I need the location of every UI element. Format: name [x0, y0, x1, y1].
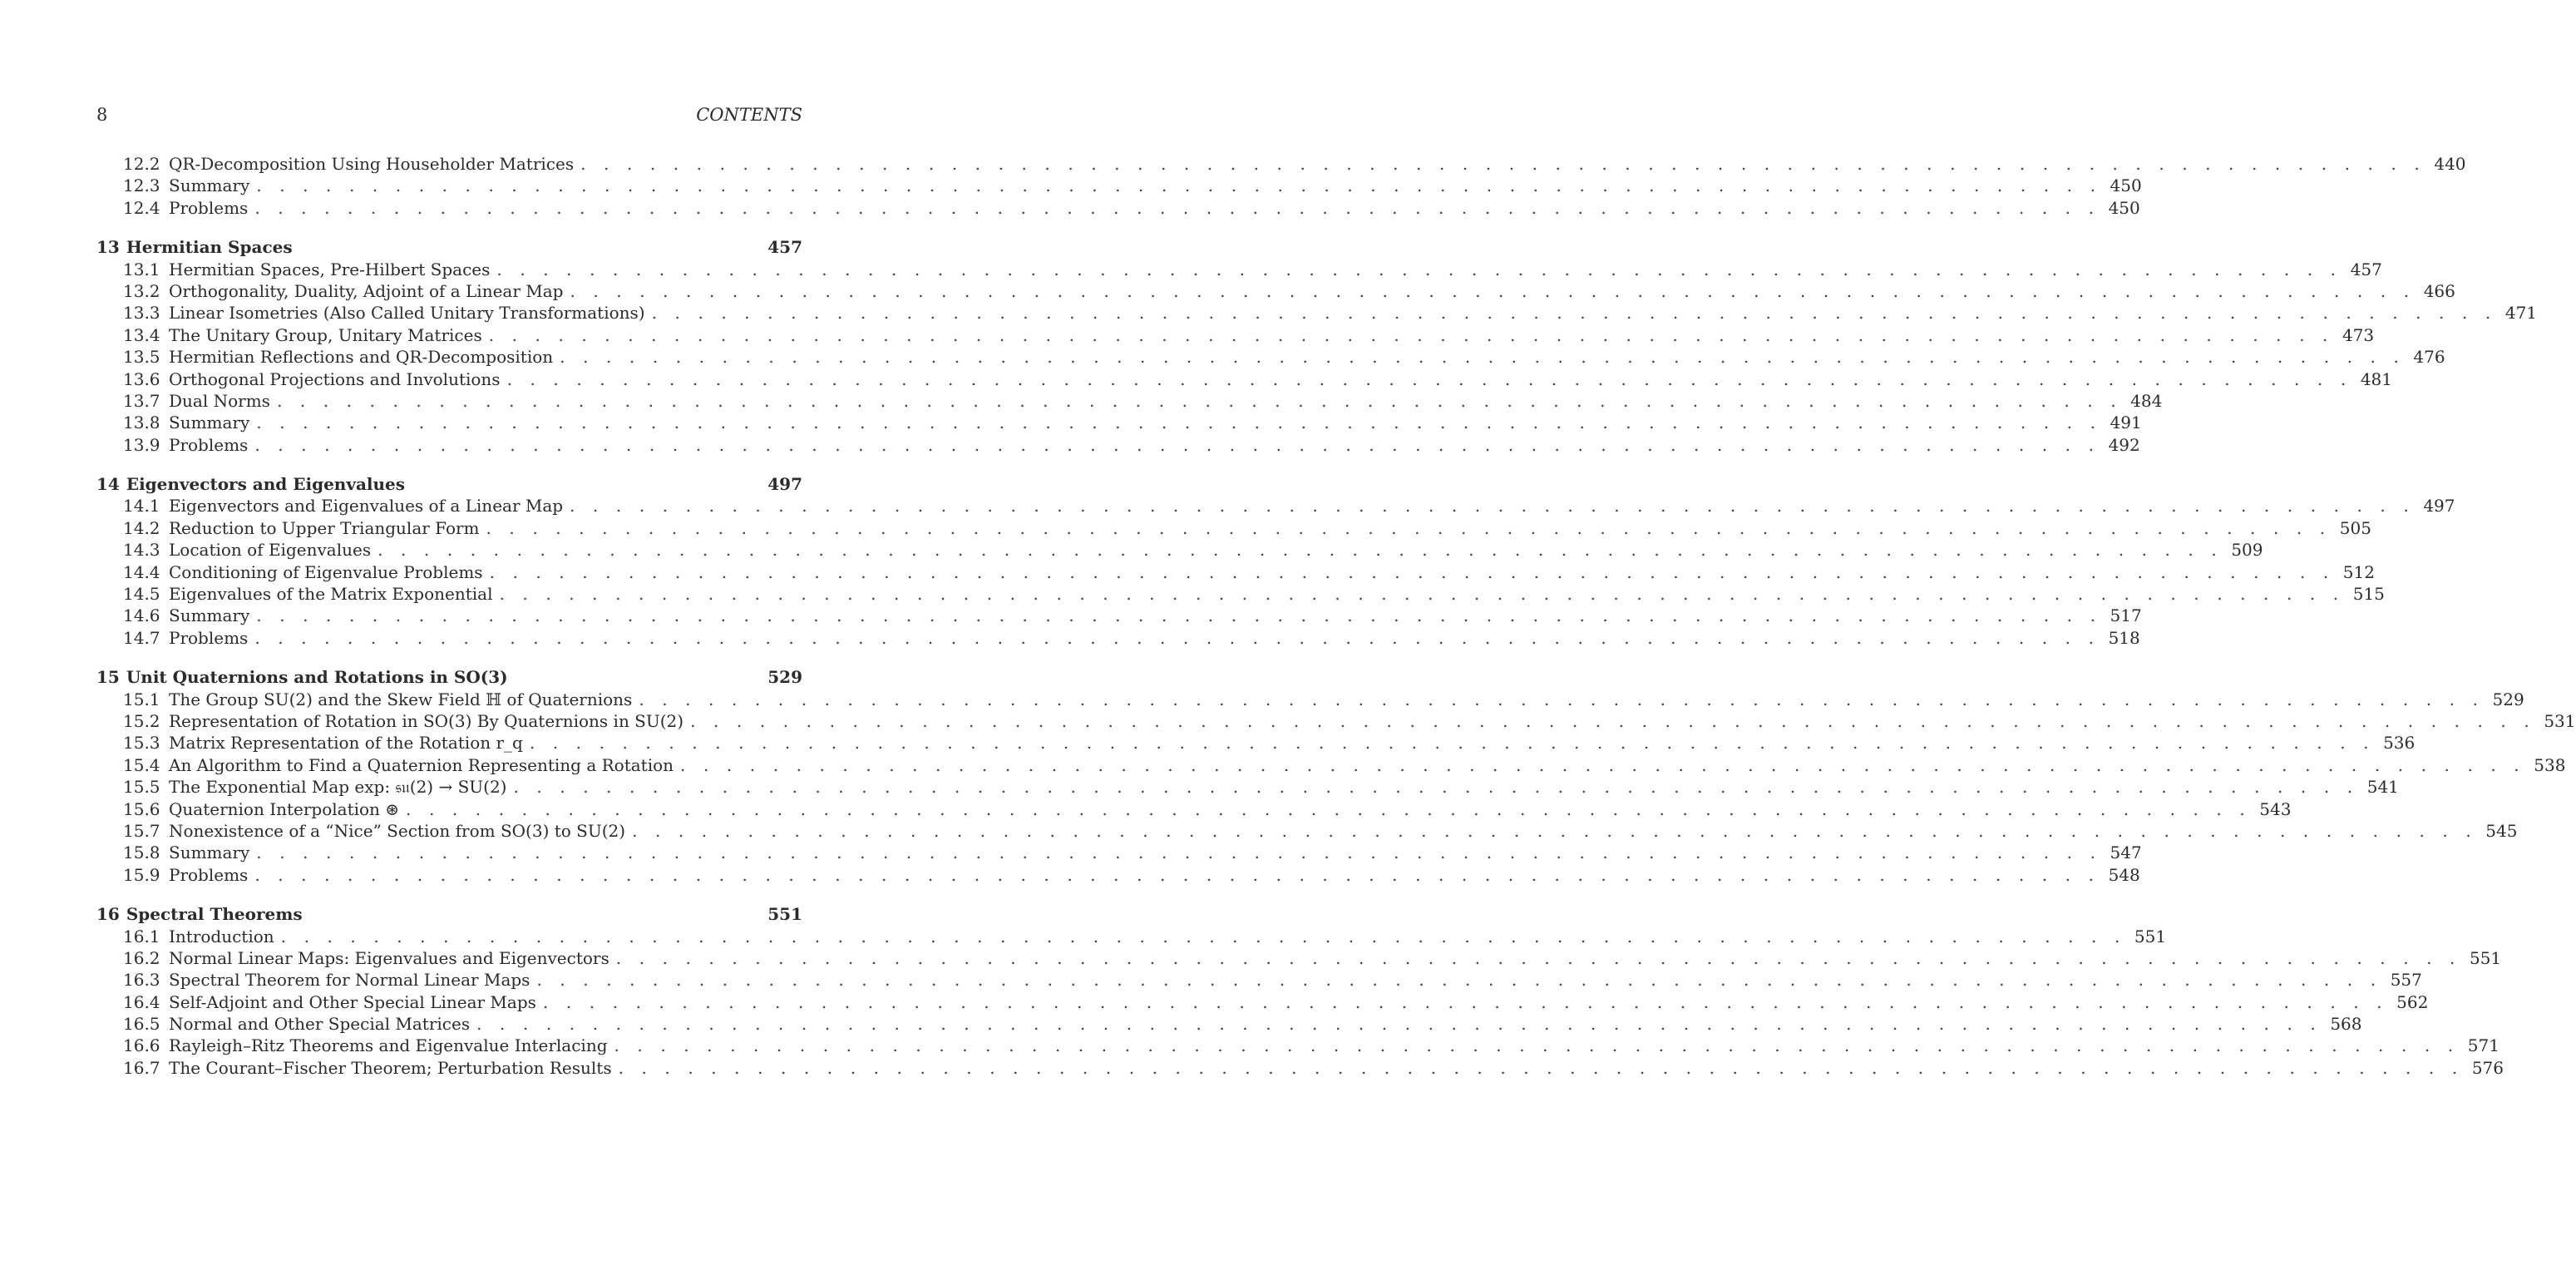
section-page: 512 [2342, 561, 2375, 582]
section-entry[interactable] [96, 605, 2142, 626]
chapter-number: 16 [96, 904, 120, 925]
section-entry[interactable] [96, 754, 2566, 776]
section-number: 15.1 [123, 689, 160, 709]
dot-leader: . . . . . . . . . . . . . . . . . . . . . . . . . . . . . . . . . . . . . . . . . . . . . . . . . . . . . . . . . . . . . . . . . . . . . . . . . . . . . . . . [476, 1014, 2322, 1035]
section-entry[interactable] [96, 798, 2292, 820]
chapter-entry[interactable] [96, 666, 802, 688]
section-number: 14.6 [123, 605, 160, 626]
section-entry[interactable] [96, 390, 2163, 412]
chapter-page: 551 [767, 904, 802, 925]
dot-leader: . . . . . . . . . . . . . . . . . . . . . . . . . . . . . . . . . . . . . . . . . . . . . . . . . . . . . . . . . . . . . . . . . . . . . . . . . . . . . . . . [256, 605, 2102, 626]
section-entry[interactable] [96, 627, 2140, 649]
toc-group [96, 903, 2504, 1079]
section-number: 14.1 [123, 496, 160, 516]
section-number: 13.8 [123, 413, 160, 433]
chapter-page: 457 [767, 237, 802, 258]
dot-leader: . . . . . . . . . . . . . . . . . . . . . . . . . . . . . . . . . . . . . . . . . . . . . . . . . . . . . . . . . . . . . . . . . . . . . . . . . . . . . . . . [254, 197, 2100, 218]
section-page: 543 [2259, 798, 2292, 819]
section-title: Problems [169, 197, 249, 218]
section-title: Problems [169, 434, 249, 455]
section-page: 557 [2390, 970, 2422, 991]
section-page: 571 [2467, 1035, 2500, 1056]
section-entry[interactable] [96, 412, 2142, 433]
section-number: 15.7 [123, 820, 160, 841]
section-page: 473 [2342, 324, 2375, 345]
section-entry[interactable] [96, 776, 2399, 798]
section-entry[interactable] [96, 280, 2455, 302]
section-title: Orthogonality, Duality, Adjoint of a Linear Map [169, 280, 564, 301]
page-number: 8 [96, 105, 108, 125]
section-title: Spectral Theorem for Normal Linear Maps [169, 970, 530, 991]
dot-leader: . . . . . . . . . . . . . . . . . . . . . . . . . . . . . . . . . . . . . . . . . . . . . . . . . . . . . . . . . . . . . . . . . . . . . . . . . . . . . . . . [580, 154, 2426, 174]
chapter-entry[interactable] [96, 236, 802, 258]
section-page: 491 [2110, 413, 2142, 433]
dot-leader: . . . . . . . . . . . . . . . . . . . . . . . . . . . . . . . . . . . . . . . . . . . . . . . . . . . . . . . . . . . . . . . . . . . . . . . . . . . . . . . . [256, 843, 2102, 863]
section-number: 12.4 [123, 197, 160, 218]
dot-leader: . . . . . . . . . . . . . . . . . . . . . . . . . . . . . . . . . . . . . . . . . . . . . . . . . . . . . . . . . . . . . . . . . . . . . . . . . . . . . . . . [378, 540, 2223, 561]
section-entry[interactable] [96, 153, 2466, 175]
section-number: 16.4 [123, 991, 160, 1012]
section-number: 14.7 [123, 627, 160, 648]
section-page: 548 [2108, 864, 2140, 885]
section-entry[interactable] [96, 324, 2375, 346]
section-entry[interactable] [96, 842, 2142, 863]
dot-leader: . . . . . . . . . . . . . . . . . . . . . . . . . . . . . . . . . . . . . . . . . . . . . . . . . . . . . . . . . . . . . . . . . . . . . . . . . . . . . . . . [614, 1035, 2460, 1056]
section-number: 16.7 [123, 1057, 160, 1078]
chapter-entry[interactable] [96, 473, 802, 495]
section-page: 545 [2485, 820, 2518, 841]
section-title: The Courant–Fischer Theorem; Perturbation Results [169, 1057, 612, 1078]
section-number: 15.5 [123, 777, 160, 798]
section-title: Matrix Representation of the Rotation r_q [169, 733, 523, 754]
section-number: 15.9 [123, 864, 160, 885]
section-page: 531 [2544, 710, 2576, 731]
section-title: Summary [169, 605, 250, 626]
section-title: Eigenvectors and Eigenvalues of a Linear Map [169, 496, 564, 516]
section-title: Problems [169, 627, 249, 648]
section-page: 541 [2366, 777, 2399, 798]
section-page: 568 [2330, 1014, 2362, 1035]
section-page: 517 [2110, 605, 2142, 626]
section-entry[interactable] [96, 689, 2524, 710]
section-title: Eigenvalues of the Matrix Exponential [169, 584, 493, 605]
section-title: Summary [169, 843, 250, 863]
section-page: 518 [2108, 627, 2140, 648]
chapter-title: Hermitian Spaces [126, 237, 293, 258]
dot-leader: . . . . . . . . . . . . . . . . . . . . . . . . . . . . . . . . . . . . . . . . . . . . . . . . . . . . . . . . . . . . . . . . . . . . . . . . . . . . . . . . [254, 627, 2100, 648]
dot-leader: . . . . . . . . . . . . . . . . . . . . . . . . . . . . . . . . . . . . . . . . . . . . . . . . . . . . . . . . . . . . . . . . . . . . . . . . . . . . . . . . [513, 777, 2359, 798]
section-page: 457 [2350, 259, 2382, 279]
section-entry[interactable] [96, 495, 2455, 516]
chapter-page: 497 [767, 474, 802, 495]
section-entry[interactable] [96, 947, 2502, 969]
dot-leader: . . . . . . . . . . . . . . . . . . . . . . . . . . . . . . . . . . . . . . . . . . . . . . . . . . . . . . . . . . . . . . . . . . . . . . . . . . . . . . . . [506, 368, 2352, 389]
dot-leader: . . . . . . . . . . . . . . . . . . . . . . . . . . . . . . . . . . . . . . . . . . . . . . . . . . . . . . . . . . . . . . . . . . . . . . . . . . . . . . . . [276, 390, 2123, 411]
section-title: Dual Norms [169, 390, 270, 411]
section-title: Summary [169, 413, 250, 433]
section-page: 471 [2504, 303, 2538, 324]
dot-leader: . . . . . . . . . . . . . . . . . . . . . . . . . . . . . . . . . . . . . . . . . . . . . . . . . . . . . . . . . . . . . . . . . . . . . . . . . . . . . . . . [651, 303, 2497, 324]
section-entry[interactable] [96, 1057, 2504, 1079]
toc-group [96, 236, 2538, 456]
section-page: 562 [2396, 991, 2429, 1012]
section-entry[interactable] [96, 732, 2416, 754]
dot-leader: . . . . . . . . . . . . . . . . . . . . . . . . . . . . . . . . . . . . . . . . . . . . . . . . . . . . . . . . . . . . . . . . . . . . . . . . . . . . . . . . [570, 496, 2416, 516]
section-number: 15.6 [123, 798, 160, 819]
section-entry[interactable] [96, 434, 2140, 456]
section-page: 551 [2469, 947, 2502, 968]
section-entry[interactable] [96, 197, 2140, 219]
section-number: 16.1 [123, 926, 160, 946]
section-page: 509 [2231, 540, 2263, 561]
running-head: CONTENTS [696, 105, 802, 125]
chapter-number: 14 [96, 474, 120, 495]
section-number: 15.3 [123, 733, 160, 754]
dot-leader: . . . . . . . . . . . . . . . . . . . . . . . . . . . . . . . . . . . . . . . . . . . . . . . . . . . . . . . . . . . . . . . . . . . . . . . . . . . . . . . . [570, 280, 2416, 301]
section-number: 16.3 [123, 970, 160, 991]
section-number: 15.2 [123, 710, 160, 731]
section-title: Summary [169, 175, 250, 196]
section-title: Problems [169, 864, 249, 885]
dot-leader: . . . . . . . . . . . . . . . . . . . . . . . . . . . . . . . . . . . . . . . . . . . . . . . . . . . . . . . . . . . . . . . . . . . . . . . . . . . . . . . . [560, 347, 2406, 368]
toc-group [96, 473, 2455, 649]
section-entry[interactable] [96, 969, 2422, 991]
dot-leader: . . . . . . . . . . . . . . . . . . . . . . . . . . . . . . . . . . . . . . . . . . . . . . . . . . . . . . . . . . . . . . . . . . . . . . . . . . . . . . . . [618, 1057, 2464, 1078]
section-title: The Unitary Group, Unitary Matrices [169, 324, 482, 345]
dot-leader: . . . . . . . . . . . . . . . . . . . . . . . . . . . . . . . . . . . . . . . . . . . . . . . . . . . . . . . . . . . . . . . . . . . . . . . . . . . . . . . . [254, 864, 2100, 885]
section-page: 529 [2492, 689, 2524, 709]
section-entry[interactable] [96, 926, 2167, 947]
section-entry[interactable] [96, 864, 2140, 886]
dot-leader: . . . . . . . . . . . . . . . . . . . . . . . . . . . . . . . . . . . . . . . . . . . . . . . . . . . . . . . . . . . . . . . . . . . . . . . . . . . . . . . . [680, 754, 2526, 775]
section-title: Hermitian Spaces, Pre-Hilbert Spaces [169, 259, 491, 279]
section-number: 13.9 [123, 434, 160, 455]
section-number: 14.3 [123, 540, 160, 561]
section-number: 13.2 [123, 280, 160, 301]
section-title: QR-Decomposition Using Householder Matrices [169, 154, 575, 174]
section-page: 497 [2423, 496, 2455, 516]
section-title: Normal and Other Special Matrices [169, 1014, 471, 1035]
dot-leader: . . . . . . . . . . . . . . . . . . . . . . . . . . . . . . . . . . . . . . . . . . . . . . . . . . . . . . . . . . . . . . . . . . . . . . . . . . . . . . . . [489, 561, 2335, 582]
section-entry[interactable] [96, 302, 2538, 324]
section-page: 481 [2360, 368, 2392, 389]
section-number: 13.1 [123, 259, 160, 279]
chapter-title: Unit Quaternions and Rotations in SO(3) [126, 667, 508, 688]
section-entry[interactable] [96, 368, 2392, 390]
chapter-number: 13 [96, 237, 120, 258]
section-number: 13.4 [123, 324, 160, 345]
page-header [96, 105, 802, 126]
section-number: 15.8 [123, 843, 160, 863]
dot-leader: . . . . . . . . . . . . . . . . . . . . . . . . . . . . . . . . . . . . . . . . . . . . . . . . . . . . . . . . . . . . . . . . . . . . . . . . . . . . . . . . [488, 324, 2334, 345]
section-page: 492 [2108, 434, 2140, 455]
section-entry[interactable] [96, 820, 2518, 842]
section-page: 576 [2471, 1057, 2504, 1078]
chapter-page: 529 [767, 667, 802, 688]
dot-leader: . . . . . . . . . . . . . . . . . . . . . . . . . . . . . . . . . . . . . . . . . . . . . . . . . . . . . . . . . . . . . . . . . . . . . . . . . . . . . . . . [256, 413, 2102, 433]
section-entry[interactable] [96, 517, 2371, 539]
dot-leader: . . . . . . . . . . . . . . . . . . . . . . . . . . . . . . . . . . . . . . . . . . . . . . . . . . . . . . . . . . . . . . . . . . . . . . . . . . . . . . . . [406, 798, 2252, 819]
section-page: 538 [2534, 754, 2566, 775]
section-title: Introduction [169, 926, 274, 946]
section-title: The Group SU(2) and the Skew Field ℍ of Quaternions [169, 689, 633, 709]
section-page: 450 [2108, 197, 2140, 218]
dot-leader: . . . . . . . . . . . . . . . . . . . . . . . . . . . . . . . . . . . . . . . . . . . . . . . . . . . . . . . . . . . . . . . . . . . . . . . . . . . . . . . . [254, 434, 2100, 455]
section-entry[interactable] [96, 1035, 2500, 1056]
chapter-number: 15 [96, 667, 120, 688]
section-entry[interactable] [96, 259, 2382, 280]
section-number: 14.2 [123, 517, 160, 538]
section-page: 515 [2352, 584, 2385, 605]
dot-leader: . . . . . . . . . . . . . . . . . . . . . . . . . . . . . . . . . . . . . . . . . . . . . . . . . . . . . . . . . . . . . . . . . . . . . . . . . . . . . . . . [639, 689, 2485, 709]
chapter-title: Spectral Theorems [126, 904, 303, 925]
section-page: 440 [2434, 154, 2466, 174]
dot-leader: . . . . . . . . . . . . . . . . . . . . . . . . . . . . . . . . . . . . . . . . . . . . . . . . . . . . . . . . . . . . . . . . . . . . . . . . . . . . . . . . [496, 259, 2342, 279]
section-title: The Exponential Map exp: 𝔰𝔲(2) → SU(2) [169, 777, 507, 798]
section-title: Quaternion Interpolation ⊛ [169, 798, 400, 819]
section-number: 12.3 [123, 175, 160, 196]
section-number: 14.5 [123, 584, 160, 605]
section-number: 14.4 [123, 561, 160, 582]
section-page: 450 [2110, 175, 2142, 196]
section-title: Normal Linear Maps: Eigenvalues and Eigenvectors [169, 947, 609, 968]
section-entry[interactable] [96, 710, 2576, 732]
section-title: Self-Adjoint and Other Special Linear Maps [169, 991, 536, 1012]
section-title: Representation of Rotation in SO(3) By Quaternions in SU(2) [169, 710, 684, 731]
section-title: Orthogonal Projections and Involutions [169, 368, 501, 389]
chapter-entry[interactable] [96, 903, 802, 925]
section-page: 476 [2413, 347, 2445, 368]
dot-leader: . . . . . . . . . . . . . . . . . . . . . . . . . . . . . . . . . . . . . . . . . . . . . . . . . . . . . . . . . . . . . . . . . . . . . . . . . . . . . . . . [690, 710, 2536, 731]
section-title: Nonexistence of a “Nice” Section from SO(3) to SU(2) [169, 820, 626, 841]
chapter-title: Eigenvectors and Eigenvalues [126, 474, 406, 495]
section-number: 16.5 [123, 1014, 160, 1035]
section-title: Location of Eigenvalues [169, 540, 372, 561]
section-title: Hermitian Reflections and QR-Decomposition [169, 347, 554, 368]
section-number: 13.5 [123, 347, 160, 368]
dot-leader: . . . . . . . . . . . . . . . . . . . . . . . . . . . . . . . . . . . . . . . . . . . . . . . . . . . . . . . . . . . . . . . . . . . . . . . . . . . . . . . . [536, 970, 2382, 991]
section-number: 13.3 [123, 303, 160, 324]
section-number: 13.6 [123, 368, 160, 389]
toc-group [96, 666, 2576, 886]
dot-leader: . . . . . . . . . . . . . . . . . . . . . . . . . . . . . . . . . . . . . . . . . . . . . . . . . . . . . . . . . . . . . . . . . . . . . . . . . . . . . . . . [280, 926, 2126, 946]
dot-leader: . . . . . . . . . . . . . . . . . . . . . . . . . . . . . . . . . . . . . . . . . . . . . . . . . . . . . . . . . . . . . . . . . . . . . . . . . . . . . . . . [256, 175, 2102, 196]
section-page: 536 [2383, 733, 2416, 754]
toc-group [96, 153, 2466, 219]
section-number: 12.2 [123, 154, 160, 174]
section-entry[interactable] [96, 346, 2445, 368]
section-title: Rayleigh–Ritz Theorems and Eigenvalue Interlacing [169, 1035, 608, 1056]
section-number: 16.2 [123, 947, 160, 968]
section-title: An Algorithm to Find a Quaternion Representing a Rotation [169, 754, 674, 775]
section-page: 551 [2134, 926, 2167, 946]
section-number: 16.6 [123, 1035, 160, 1056]
section-entry[interactable] [96, 583, 2385, 605]
section-entry[interactable] [96, 175, 2142, 196]
section-entry[interactable] [96, 561, 2375, 583]
dot-leader: . . . . . . . . . . . . . . . . . . . . . . . . . . . . . . . . . . . . . . . . . . . . . . . . . . . . . . . . . . . . . . . . . . . . . . . . . . . . . . . . [615, 947, 2461, 968]
section-page: 505 [2339, 517, 2371, 538]
dot-leader: . . . . . . . . . . . . . . . . . . . . . . . . . . . . . . . . . . . . . . . . . . . . . . . . . . . . . . . . . . . . . . . . . . . . . . . . . . . . . . . . [529, 733, 2376, 754]
dot-leader: . . . . . . . . . . . . . . . . . . . . . . . . . . . . . . . . . . . . . . . . . . . . . . . . . . . . . . . . . . . . . . . . . . . . . . . . . . . . . . . . [486, 517, 2332, 538]
section-page: 484 [2130, 390, 2163, 411]
section-number: 13.7 [123, 390, 160, 411]
section-title: Linear Isometries (Also Called Unitary Transformations) [169, 303, 645, 324]
section-title: Reduction to Upper Triangular Form [169, 517, 480, 538]
section-page: 547 [2110, 843, 2142, 863]
section-entry[interactable] [96, 991, 2429, 1013]
section-entry[interactable] [96, 539, 2263, 561]
section-title: Conditioning of Eigenvalue Problems [169, 561, 483, 582]
section-page: 466 [2423, 280, 2455, 301]
table-of-contents [96, 153, 2576, 1079]
section-entry[interactable] [96, 1013, 2362, 1035]
dot-leader: . . . . . . . . . . . . . . . . . . . . . . . . . . . . . . . . . . . . . . . . . . . . . . . . . . . . . . . . . . . . . . . . . . . . . . . . . . . . . . . . [632, 820, 2478, 841]
dot-leader: . . . . . . . . . . . . . . . . . . . . . . . . . . . . . . . . . . . . . . . . . . . . . . . . . . . . . . . . . . . . . . . . . . . . . . . . . . . . . . . . [542, 991, 2389, 1012]
dot-leader: . . . . . . . . . . . . . . . . . . . . . . . . . . . . . . . . . . . . . . . . . . . . . . . . . . . . . . . . . . . . . . . . . . . . . . . . . . . . . . . . [499, 584, 2345, 605]
section-number: 15.4 [123, 754, 160, 775]
